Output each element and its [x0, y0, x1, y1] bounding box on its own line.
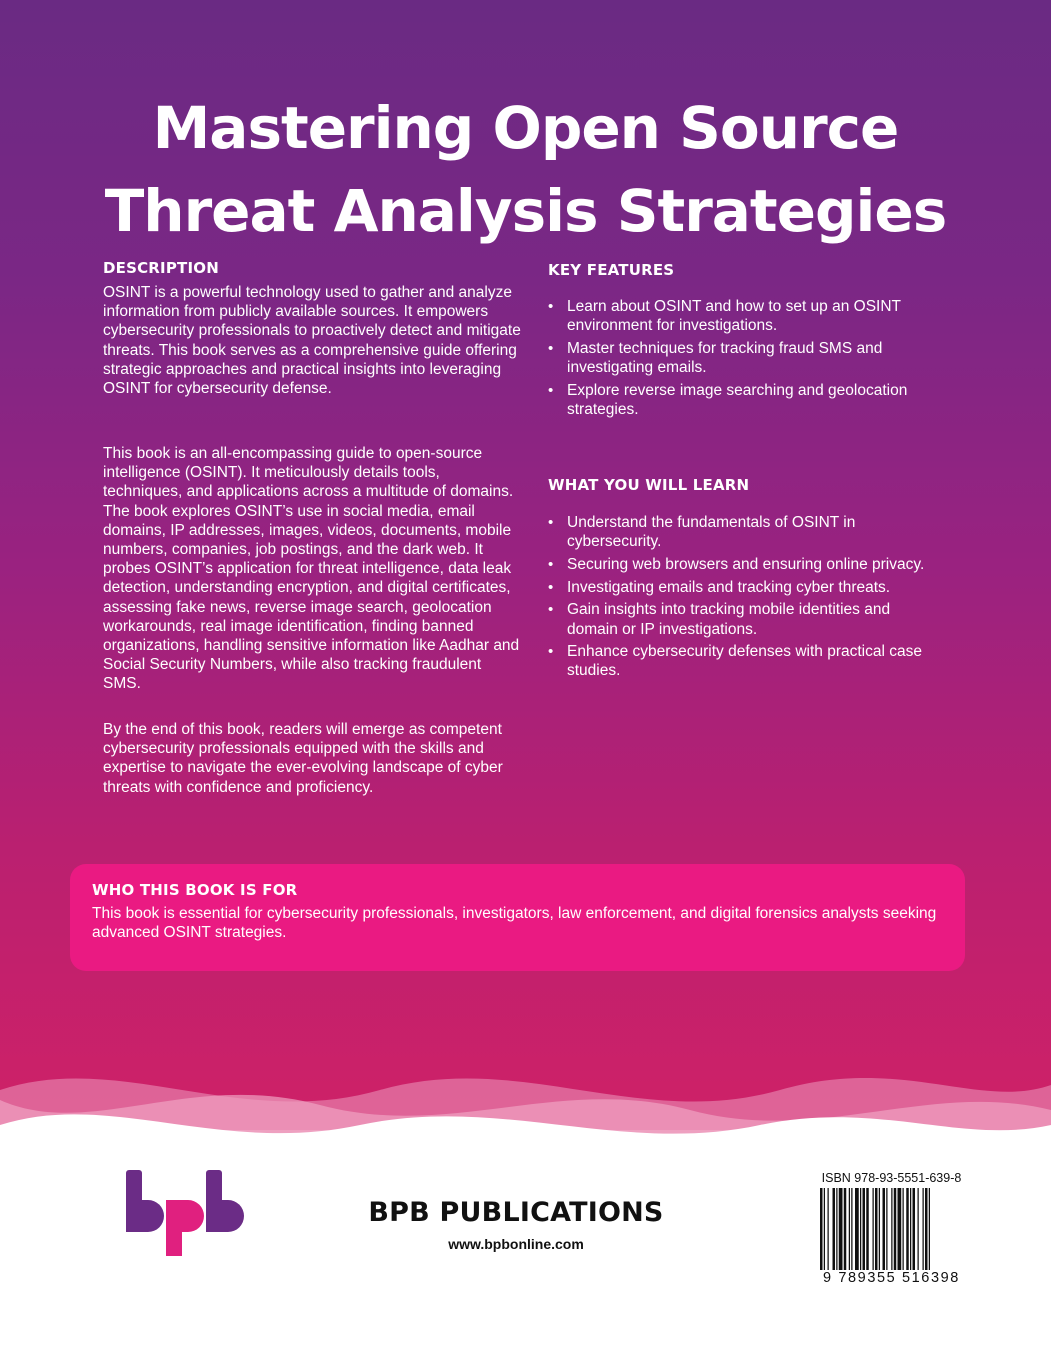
learn-item: • Understand the fundamentals of OSINT in cybersecurity. — [548, 513, 938, 551]
barcode-digits: 9 789355 516398 — [823, 1270, 960, 1286]
learn-item: • Investigating emails and tracking cyber threats. — [548, 578, 938, 597]
publisher-name: BPB PUBLICATIONS — [368, 1197, 664, 1228]
what-you-will-learn-list — [548, 513, 938, 684]
bpb-logo — [126, 1170, 244, 1260]
barcode-icon — [820, 1188, 965, 1270]
key-feature-item: • Learn about OSINT and how to set up an OSINT environment for investigations. — [548, 297, 938, 335]
publisher-website[interactable]: www.bpbonline.com — [448, 1236, 584, 1252]
who-this-book-is-for-text: This book is essential for cybersecurity professionals, investigators, law enforcement, and digital forensics analysts seeking advanced OSINT strategies. — [92, 905, 937, 942]
description-heading: DESCRIPTION — [103, 259, 219, 277]
description-paragraph-1: OSINT is a powerful technology used to gather and analyze information from publicly available sources. It empowers cybersecurity professionals to proactively detect and mitigate threats. This book serves as a comprehensive guide offering strategic approaches and practical insights into leveraging OSINT for cybersecurity defense. — [103, 284, 521, 398]
learn-item: • Enhance cybersecurity defenses with practical case studies. — [548, 642, 938, 680]
description-paragraph-3: By the end of this book, readers will emerge as competent cybersecurity professionals equipped with the skills and expertise to navigate the ever-evolving landscape of cyber threats with confidence and proficiency. — [103, 721, 503, 796]
key-feature-item: • Master techniques for tracking fraud SMS and investigating emails. — [548, 339, 938, 377]
isbn-barcode — [814, 1168, 969, 1293]
book-title-line-2: Threat Analysis Strategies — [104, 177, 947, 245]
what-you-will-learn-heading: WHAT YOU WILL LEARN — [548, 476, 750, 494]
who-this-book-is-for-box — [70, 864, 965, 971]
key-feature-item: • Explore reverse image searching and geolocation strategies. — [548, 381, 938, 419]
learn-item: • Gain insights into tracking mobile identities and domain or IP investigations. — [548, 600, 938, 638]
wave-divider — [0, 1030, 1051, 1170]
book-title-line-1: Mastering Open Source — [152, 94, 899, 162]
learn-item: • Securing web browsers and ensuring online privacy. — [548, 555, 938, 574]
description-paragraph-2: This book is an all-encompassing guide to open-source intelligence (OSINT). It meticulously details tools, techniques, and applications across a multitude of domains. The book explores OSINT’s use in social media, email domains, IP addresses, images, videos, documents, mobile numbers, companies, job postings, and the dark web. It probes OSINT’s application for threat intelligence, data leak detection, understanding encryption, and digital certificates, assessing fake news, reverse image search, geolocation workarounds, real image identification, finding banned organizations, handling sensitive information like Aadhar and Social Security Numbers, while also tracking fraudulent SMS. — [103, 445, 520, 693]
isbn-number: ISBN 978-93-5551-639-8 — [821, 1171, 962, 1185]
key-features-list — [548, 297, 938, 423]
who-this-book-is-for-heading: WHO THIS BOOK IS FOR — [92, 881, 298, 899]
key-features-heading: KEY FEATURES — [548, 261, 675, 279]
